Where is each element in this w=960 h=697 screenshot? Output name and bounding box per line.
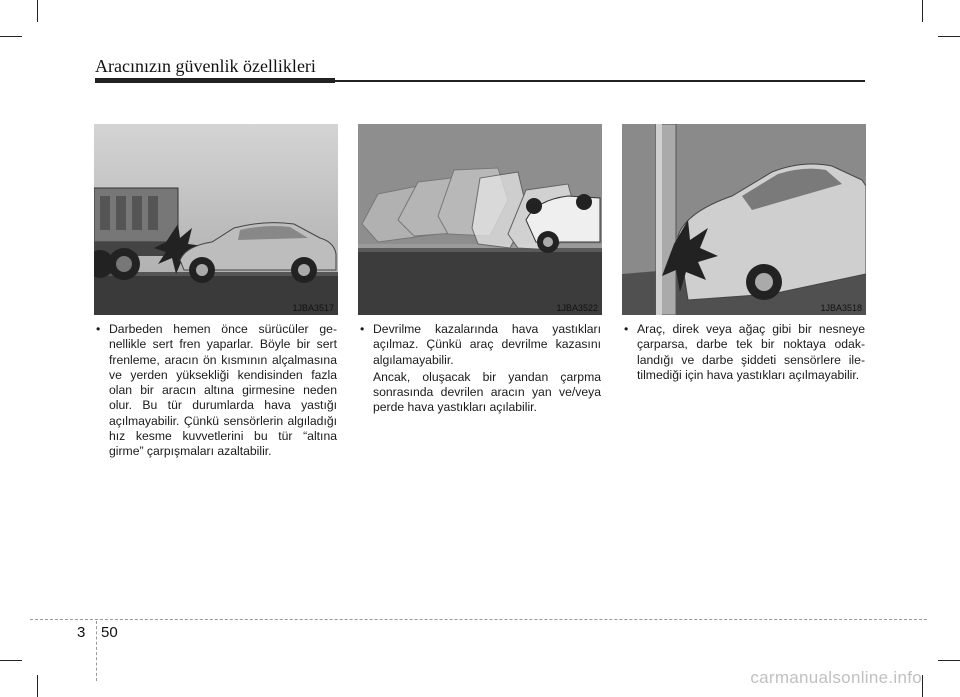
watermark-text: carmanualsonline.info bbox=[750, 668, 922, 687]
paragraph-text: Devrilme kazalarında hava yastıkları açılmaz. Çünkü araç devrilme kazasını algılamayabilir. bbox=[373, 322, 601, 367]
paragraph-text: Darbeden hemen önce sürücüler genellikle sert fren yaparlar. Böyle bir sert frenleme, aracın ön kısmının alçalmasına ve yerden yüksekliği kendisinden fazla olan bir aracın altına girmesine neden olur. Bu tür durumlarda hava yastığı açılmayabilir. Çünkü sensörlerin algıladığı hız kesme kuvvetlerini bu tür “altına girme” çarpışmaları azaltabilir. bbox=[109, 322, 337, 459]
page-number: 50 bbox=[101, 624, 118, 641]
crop-mark bbox=[0, 36, 22, 37]
crop-mark bbox=[938, 36, 960, 37]
bullet-paragraph bbox=[95, 322, 337, 460]
crop-mark bbox=[922, 0, 923, 22]
text-column-3 bbox=[623, 322, 865, 383]
section-title: Aracınızın güvenlik özellikleri bbox=[95, 56, 316, 76]
figure-truck-underride bbox=[94, 124, 338, 315]
bullet-icon: • bbox=[96, 322, 101, 336]
page-number-separator bbox=[96, 621, 97, 681]
crop-mark bbox=[922, 675, 923, 697]
figure-code: 1JBA3517 bbox=[292, 303, 334, 313]
crop-mark bbox=[37, 0, 38, 22]
figure-code: 1JBA3518 bbox=[820, 303, 862, 313]
pole-impact-image bbox=[622, 124, 866, 315]
continuation-paragraph: Ancak, oluşacak bir yandan çarpma sonrasında devrilen aracın yan ve/veya perde hava yastıkları açılabilir. bbox=[373, 369, 601, 415]
paragraph-text: Araç, direk veya ağaç gibi bir nesneye çarparsa, darbe tek bir noktaya odaklandığı ve darbe şiddeti sensörlere iletilmediği için hava yastıkları açılmayabilir. bbox=[637, 322, 865, 382]
figure-rollover bbox=[358, 124, 602, 315]
chapter-number: 3 bbox=[77, 624, 86, 641]
crop-mark bbox=[37, 675, 38, 697]
crop-mark bbox=[938, 660, 960, 661]
bullet-icon: • bbox=[624, 322, 629, 336]
footer-dashed-rule bbox=[30, 619, 927, 620]
text-column-2 bbox=[359, 322, 601, 416]
text-column-1 bbox=[95, 322, 337, 460]
crop-mark bbox=[0, 660, 22, 661]
bullet-icon: • bbox=[360, 322, 365, 336]
car-rollover-image bbox=[358, 124, 602, 315]
truck-underride-crash-image bbox=[94, 124, 338, 315]
bullet-paragraph bbox=[359, 322, 601, 368]
bullet-paragraph bbox=[623, 322, 865, 383]
figure-code: 1JBA3522 bbox=[556, 303, 598, 313]
figure-pole-impact bbox=[622, 124, 866, 315]
header-rule bbox=[95, 80, 865, 82]
